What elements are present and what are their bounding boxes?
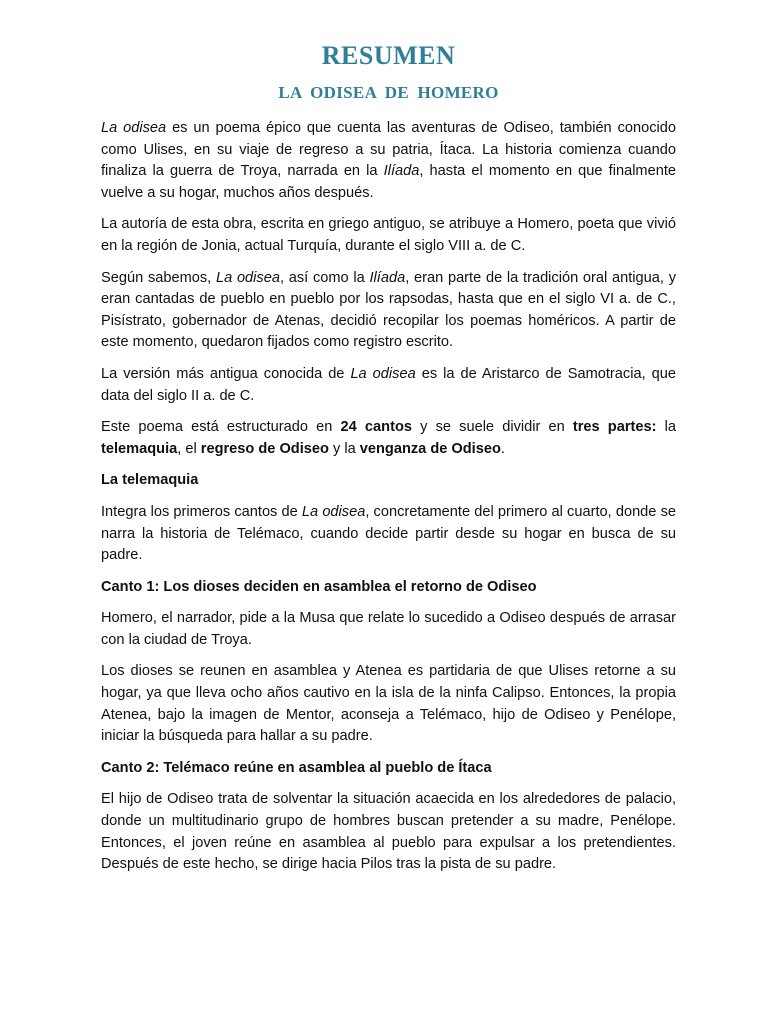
text-run: , eran parte de la tradición oral antigua, y eran cantadas de pueblo en pueblo por los rapsodas, hasta que en el siglo VI a. de C., Pisístrato, gobernador de Atenas, decidió recopilar los poemas homéricos. A partir de este momento, quedaron fijados como registro escrito.	[101, 269, 676, 351]
text-run: y la	[328, 440, 360, 457]
paragraph-canto-1-a: Homero, el narrador, pide a la Musa que relate lo sucedido a Odiseo después de arrasar con la ciudad de Troya.	[101, 610, 676, 648]
document-title: RESUMEN	[321, 41, 456, 70]
italic-title: La odisea	[215, 269, 280, 286]
document-page	[101, 40, 676, 886]
bold-term: tres partes:	[572, 419, 657, 436]
document-subtitle: LA ODISEA DE HOMERO	[278, 83, 499, 102]
text-run: Este poema está estructurado en	[101, 419, 341, 436]
bold-term: telemaquia	[101, 440, 178, 457]
paragraph-oral-tradition	[101, 268, 676, 354]
section-heading-canto-2: Canto 2: Telémaco reúne en asamblea al pueblo de Ítaca	[101, 759, 492, 776]
text-run: Según sabemos,	[101, 269, 216, 286]
paragraph-oldest-version	[101, 364, 676, 407]
text-run: la	[656, 419, 676, 436]
text-run: , el	[177, 440, 201, 457]
text-run: es la de Aristarco de Samotracia, que data del siglo II a. de C.	[101, 365, 676, 404]
text-run: , concretamente del primero al cuarto, donde se narra la historia de Telémaco, cuando decide partir desde su hogar en busca de su padre.	[101, 503, 676, 564]
section-heading-canto-1: Canto 1: Los dioses deciden en asamblea el retorno de Odiseo	[101, 578, 537, 595]
paragraph-authorship: La autoría de esta obra, escrita en griego antiguo, se atribuye a Homero, poeta que vivió en la región de Jonia, actual Turquía, durante el siglo VIII a. de C.	[101, 216, 676, 254]
text-run: La versión más antigua conocida de	[101, 365, 351, 382]
paragraph-telemaquia	[101, 502, 676, 567]
paragraph-intro	[101, 118, 676, 204]
italic-title: Ilíada	[383, 163, 420, 180]
paragraph-canto-1-b: Los dioses se reunen en asamblea y Atenea es partidaria de que Ulises retorne a su hogar, ya que lleva ocho años cautivo en la isla de la ninfa Calipso. Entonces, la propia Atenea, bajo la imagen de Mentor, aconseja a Telémaco, hijo de Odiseo y Penélope, iniciar la búsqueda para hallar a su padre.	[101, 663, 676, 745]
text-run: , hasta el momento en que finalmente vuelve a su hogar, muchos años después.	[101, 163, 676, 201]
bold-term: 24 cantos	[340, 419, 412, 436]
paragraph-structure	[101, 417, 676, 460]
text-run: .	[500, 440, 505, 457]
section-heading-telemaquia: La telemaquia	[101, 472, 199, 489]
italic-title: Ilíada	[369, 269, 406, 286]
text-run: Integra los primeros cantos de	[101, 503, 302, 520]
bold-term: regreso de Odiseo	[200, 440, 329, 457]
italic-title: La odisea	[101, 120, 167, 136]
text-run: y se suele dividir en	[411, 419, 573, 436]
text-run: es un poema épico que cuenta las aventuras de Odiseo, también conocido como Ulises, en su viaje de regreso a su patria, Ítaca. La historia comienza cuando finaliza la guerra de Troya, narrada en la	[101, 120, 676, 180]
bold-term: venganza de Odiseo	[359, 440, 501, 457]
text-run: , así como la	[279, 269, 370, 286]
paragraph-canto-2: El hijo de Odiseo trata de solventar la situación acaecida en los alrededores de palacio, donde un multitudinario grupo de hombres buscan pretender a su madre, Penélope. Entonces, el joven reúne en asamblea al pueblo para expulsar a los pretendientes. Después de este hecho, se dirige hacia Pilos tras la pista de su padre.	[101, 791, 676, 873]
italic-title: La odisea	[350, 365, 416, 382]
italic-title: La odisea	[301, 503, 366, 520]
